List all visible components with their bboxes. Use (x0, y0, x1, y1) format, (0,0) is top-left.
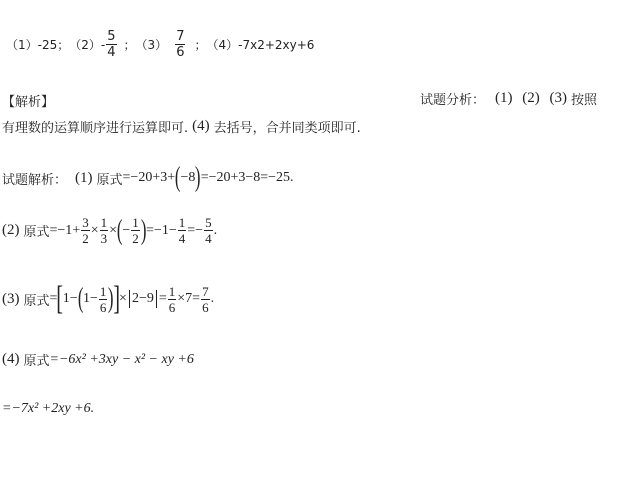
solution-2-a: =−1+ (49, 222, 81, 238)
analysis-intro-tail: 按照 (571, 93, 598, 108)
fraction (99, 285, 108, 314)
equals: = (49, 291, 58, 306)
numerator: 5 (107, 29, 116, 44)
answer-2-sign: - (100, 37, 106, 52)
right-bracket: ] (112, 280, 120, 317)
left-bracket: [ (56, 280, 64, 317)
solution-1-expr: =−20+3+ (122, 170, 176, 185)
solution-1-label: (1) (75, 169, 93, 186)
denominator: 2 (132, 231, 139, 246)
numerator: 1 (132, 215, 139, 230)
solution-4-expr: =−6x² +3xy − x² − xy +6 (49, 351, 194, 367)
answer-sep: ； (57, 38, 70, 52)
answer-4-value: -7x2+2xy+6 (238, 37, 315, 52)
fraction (204, 216, 213, 245)
numerator: 7 (202, 283, 209, 299)
answer-1-value: -25 (37, 37, 58, 52)
solution-2-c: =− (187, 222, 204, 238)
right-paren: ) (108, 283, 114, 314)
numerator: 1 (168, 283, 176, 299)
equals: = (158, 291, 167, 306)
answer-sep: ； (123, 38, 136, 52)
analysis-intro (420, 89, 597, 108)
analysis-intro-label: 试题分析： (420, 93, 486, 108)
solution-1-inner: −8 (180, 170, 196, 185)
analysis-line-2-a: 有理数的运算顺序进行运算即可. (2, 121, 189, 136)
solution-5 (2, 401, 94, 417)
answer-1-label: （1） (6, 38, 38, 52)
left-paren: ( (116, 214, 123, 246)
solution-1-rest: =−20+3−8=−25. (200, 170, 294, 185)
period: . (213, 222, 218, 238)
period: . (210, 291, 215, 306)
minus: − (122, 222, 131, 238)
solution-2-label: (2) (2, 222, 20, 238)
analysis-intro-nums: (1) (2) (3) (495, 90, 567, 106)
denominator: 6 (202, 299, 209, 315)
answer-2-fraction (106, 30, 116, 59)
denominator: 6 (99, 299, 107, 315)
denominator: 6 (168, 299, 176, 315)
solution-4 (2, 350, 194, 369)
analysis-line-2 (2, 117, 361, 136)
solution-title: 试题解析： (2, 172, 68, 188)
left-paren: ( (77, 283, 84, 314)
solution-4-label: (4) (2, 351, 20, 367)
analysis-line-2-c: 去括号，合并同类项即可. (213, 121, 361, 136)
denominator: 4 (107, 45, 116, 60)
fraction (100, 216, 109, 245)
times: × (109, 222, 118, 238)
analysis-line-2-b: (4) (192, 118, 210, 134)
analysis-title-text: 【解析】 (2, 95, 55, 110)
one-minus: 1− (62, 291, 78, 306)
solution-2-b: =−1− (146, 222, 177, 238)
solution-2-text: 原式 (23, 225, 50, 240)
denominator: 3 (100, 231, 108, 246)
solution-3-text: 原式 (23, 293, 50, 309)
denominator: 6 (176, 45, 185, 60)
answer-4-label: （4） (206, 38, 239, 52)
fraction (201, 285, 210, 314)
abs-bar (156, 290, 157, 308)
denominator: 4 (205, 231, 212, 246)
numerator: 7 (176, 29, 185, 44)
times: × (119, 291, 127, 306)
solution-3-label: (3) (2, 290, 20, 307)
analysis-title (2, 91, 54, 110)
denominator: 2 (82, 231, 89, 246)
denominator: 4 (178, 231, 186, 246)
solution-1-text: 原式 (96, 172, 123, 188)
solution-2 (2, 216, 217, 245)
abs-bar (129, 290, 130, 308)
solution-3-times: ×7= (177, 291, 201, 306)
numerator: 5 (205, 215, 212, 230)
fraction (168, 285, 177, 314)
fraction (131, 216, 140, 245)
solution-3 (2, 282, 214, 316)
answer-3-fraction (175, 30, 185, 59)
times: × (90, 222, 99, 238)
fraction (81, 216, 90, 245)
answer-2-label: （2） (69, 38, 101, 52)
answer-sep: ； (194, 38, 207, 52)
numerator: 3 (82, 215, 89, 230)
fraction (178, 216, 187, 245)
answer-line (6, 30, 314, 59)
numerator: 1 (99, 283, 107, 299)
solution-4-text: 原式 (23, 354, 50, 369)
abs-value: 2−9 (131, 291, 154, 306)
solution-5-expr: =−7x² +2xy +6. (2, 401, 95, 416)
right-paren: ) (140, 214, 147, 246)
right-paren: ) (195, 162, 201, 193)
answer-3-label: （3） (135, 38, 168, 52)
numerator: 1 (178, 215, 186, 230)
numerator: 1 (100, 215, 108, 230)
solution-1 (2, 164, 294, 192)
one-minus: 1− (82, 291, 98, 306)
left-paren: ( (174, 162, 181, 193)
